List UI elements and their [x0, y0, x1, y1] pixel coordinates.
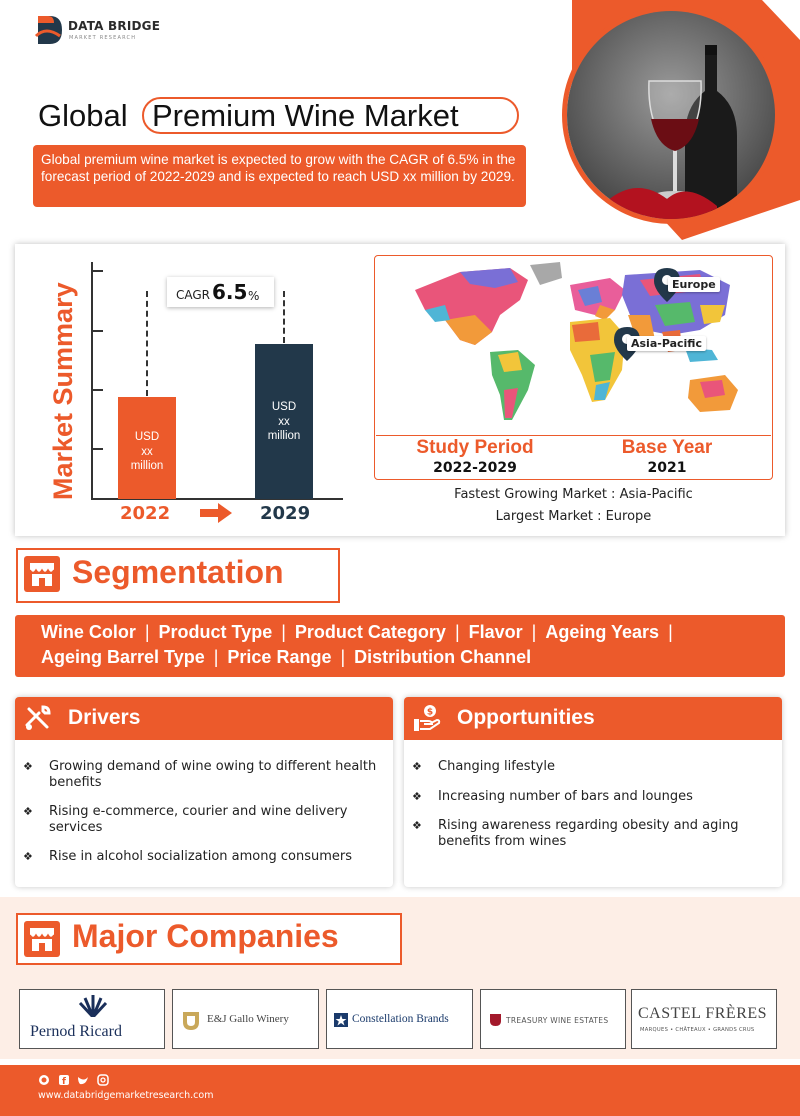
segment-item: Product Category: [294, 622, 446, 642]
drivers-header: [15, 697, 393, 740]
bar-label-line: million: [130, 460, 164, 472]
bullet-icon: ❖: [412, 760, 422, 773]
map-label-europe: Europe: [668, 277, 720, 292]
list-item: [412, 789, 772, 805]
cagr-dash-left: [146, 291, 148, 396]
segment-separator: |: [454, 622, 460, 642]
drivers-title: Drivers: [68, 706, 141, 729]
chart-y-axis: [91, 262, 93, 500]
cagr-value: 6.5: [212, 280, 248, 304]
bullet-icon: ❖: [412, 819, 422, 832]
bar-label-line: xx: [278, 415, 290, 428]
company-logo-ej-gallo: [172, 989, 319, 1049]
cagr-label: CAGR: [176, 288, 211, 302]
company-logo-constellation: [326, 989, 473, 1049]
segment-separator: |: [144, 622, 150, 642]
base-year-label: Base Year: [621, 437, 713, 458]
largest-market: Largest Market : Europe: [495, 509, 652, 524]
segmentation-row-2: [41, 645, 759, 670]
social-icons: [38, 1073, 118, 1087]
drivers-card: [15, 697, 393, 887]
segment-item: Distribution Channel: [354, 647, 532, 667]
page-title: Premium Wine Market: [152, 98, 459, 133]
intro-text: Global premium wine market is expected to grow with the CAGR of 6.5% in the forecast period of 2022-2029 and is expected to reach USD xx million by 2029.: [33, 145, 526, 207]
bar-label-line: million: [267, 430, 301, 442]
castel-name: CASTEL FRÈRES: [638, 1005, 768, 1022]
list-item: [412, 818, 772, 849]
data-bridge-logo-icon: [34, 14, 64, 46]
year-label-2022: 2022: [120, 503, 171, 524]
segment-separator: |: [213, 647, 219, 667]
brand-tagline: MARKET RESEARCH: [69, 35, 137, 41]
segment-item: Product Type: [158, 622, 273, 642]
treasury-name: TREASURY WINE ESTATES: [506, 1016, 609, 1025]
company-logo-castel: [631, 989, 777, 1049]
map-divider: [376, 435, 771, 436]
store-icon: [24, 921, 60, 957]
segmentation-title: Segmentation: [72, 554, 284, 590]
axis-tick: [91, 448, 103, 450]
bar-2022-label: [118, 430, 176, 474]
opportunity-text: Changing lifestyle: [438, 759, 555, 774]
company-logo-pernod-ricard: [19, 989, 165, 1049]
study-period-label: Study Period: [416, 437, 534, 458]
pernod-ricard-name: Pernod Ricard: [30, 1023, 122, 1040]
segment-separator: |: [281, 622, 286, 642]
segment-separator: |: [668, 622, 673, 642]
cagr-dash-right: [283, 291, 285, 343]
opportunities-title: Opportunities: [457, 706, 595, 729]
twitter-icon[interactable]: [78, 1077, 88, 1084]
svg-text:f: f: [62, 1077, 66, 1087]
opportunities-header: [404, 697, 782, 740]
year-label-2029: 2029: [260, 503, 311, 524]
wine-glass-bottle-photo: [562, 6, 780, 224]
base-year-value: 2021: [647, 460, 687, 476]
map-label-asia-pacific: Asia-Pacific: [627, 336, 706, 351]
list-item: [23, 759, 383, 790]
companies-title: Major Companies: [72, 918, 339, 954]
market-summary-label: Market Summary: [48, 282, 78, 500]
bar-label-line: xx: [141, 445, 153, 458]
list-item: [23, 849, 383, 865]
company-logo-treasury: [480, 989, 626, 1049]
axis-tick: [91, 330, 103, 332]
opportunities-card: [404, 697, 782, 887]
gallo-crest-icon: [179, 1008, 203, 1032]
gallo-name: E&J Gallo Winery: [207, 1013, 289, 1025]
list-item: [412, 759, 772, 775]
website-link[interactable]: www.databridgemarketresearch.com: [38, 1090, 214, 1101]
segment-item: Ageing Years: [545, 622, 660, 642]
bullet-icon: ❖: [23, 760, 33, 773]
castel-subtitle: MARQUES • CHÂTEAUX • GRANDS CRUS: [640, 1027, 755, 1033]
cagr-unit: %: [248, 289, 260, 303]
list-item: [23, 804, 383, 835]
opportunity-text: Rising awareness regarding obesity and aging benefits from wines: [438, 818, 739, 849]
segment-separator: |: [340, 647, 346, 667]
facebook-icon[interactable]: [59, 1075, 69, 1087]
page-title-prefix: Global: [38, 98, 128, 133]
bullet-icon: ❖: [23, 850, 33, 863]
opportunity-text: Increasing number of bars and lounges: [438, 788, 693, 804]
bar-2029-label: [255, 400, 313, 444]
arrow-right-icon: [200, 503, 232, 523]
whatsapp-icon[interactable]: [39, 1075, 49, 1085]
segmentation-row-1: [41, 620, 759, 645]
fastest-growing-market: Fastest Growing Market : Asia-Pacific: [454, 487, 693, 502]
axis-tick: [91, 270, 103, 272]
store-icon: [24, 556, 60, 592]
axis-tick: [91, 389, 103, 391]
constellation-star-icon: [334, 1013, 348, 1027]
driver-text: Rising e-commerce, courier and wine delivery services: [49, 804, 348, 835]
segment-item: Price Range: [227, 647, 332, 667]
drivers-list: [23, 759, 383, 879]
segmentation-list: [15, 615, 785, 677]
hand-coin-icon: [412, 703, 442, 733]
treasury-crest-icon: [489, 1013, 502, 1027]
segment-item: Ageing Barrel Type: [41, 647, 205, 667]
constellation-name: Constellation Brands: [352, 1013, 449, 1025]
pernod-sunburst-icon: [78, 995, 108, 1017]
segment-separator: |: [531, 622, 537, 642]
brand-logo[interactable]: [34, 14, 174, 50]
driver-text: Rise in alcohol socialization among consumers: [49, 849, 352, 864]
segment-item: Flavor: [468, 622, 523, 642]
bar-label-line: USD: [271, 401, 297, 413]
opportunities-list: [412, 759, 772, 863]
bullet-icon: ❖: [23, 805, 33, 818]
svg-text:$: $: [426, 707, 434, 718]
driver-text: Growing demand of wine owing to different health benefits: [49, 759, 377, 790]
bullet-icon: ❖: [412, 789, 422, 803]
study-period-value: 2022-2029: [433, 460, 517, 476]
segment-item: Wine Color: [41, 622, 136, 642]
bar-label-line: USD: [134, 431, 160, 443]
instagram-icon[interactable]: [98, 1075, 108, 1085]
wrench-tools-icon: [23, 703, 53, 733]
brand-name: DATA BRIDGE: [68, 19, 161, 33]
